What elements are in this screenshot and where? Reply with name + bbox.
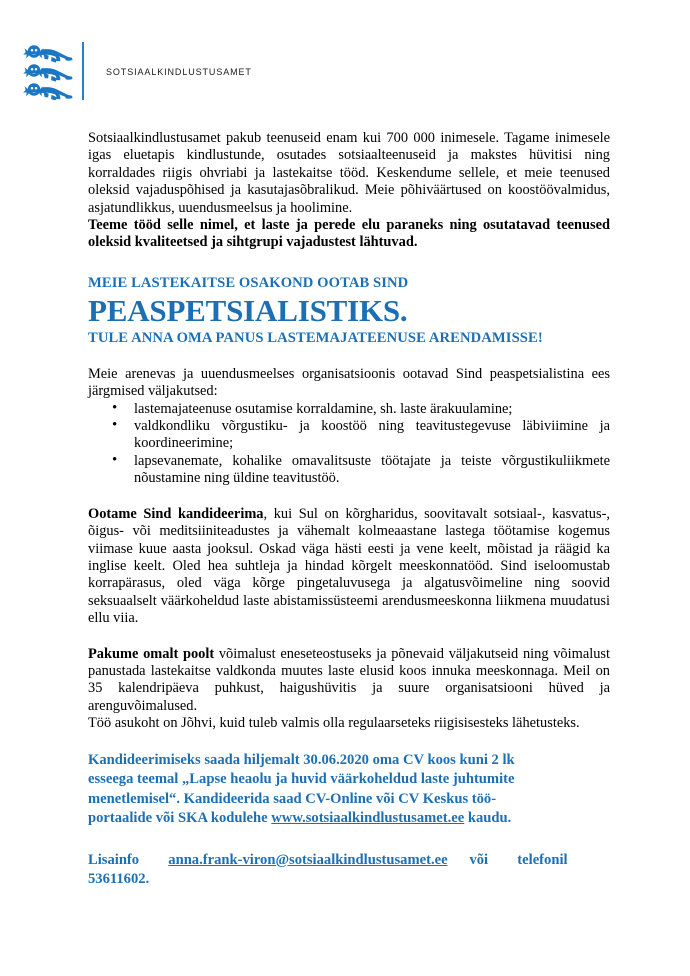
offer-paragraph	[88, 646, 610, 716]
headline-sub: TULE ANNA OMA PANUS LASTEMAJATEENUSE ARENDAMISSE!	[88, 329, 543, 346]
application-line-4-suffix: kaudu.	[464, 810, 512, 827]
list-item: • lapsevanemate, kohalike omavalitsuste töötajate ja teiste võrgustikuliikmete nõustamine ning üldine teavitustöö.	[88, 453, 610, 488]
list-item: • valdkondliku võrgustiku- ja koostöö ning teavitustegevuse läbiviimine ja koordineerimine;	[88, 418, 610, 453]
organization-name: sotsiaalkindlustusamet	[106, 64, 252, 78]
application-line-1: Kandideerimiseks saada hiljemalt 30.06.2020 oma CV koos kuni 2 lk	[88, 751, 515, 768]
contact-block	[88, 851, 610, 890]
document-body	[88, 130, 610, 890]
contact-phone: 53611602.	[88, 871, 150, 888]
intro-bold-statement: Teeme tööd selle nimel, et laste ja perede elu paraneks ning osutatavad teenused oleksid kvaliteetsed ja sihtgrupi vajadustest lähtuvad.	[88, 217, 610, 251]
contact-label: Lisainfo	[88, 851, 140, 868]
challenges-lead: Meie arenevas ja uuendusmeelses organisatsioonis ootavad Sind peaspetsialistina ees järgmised väljakutsed:	[88, 365, 610, 400]
contact-phone-label: telefonil	[517, 851, 568, 868]
headline-main: PEASPETSIALISTIKS.	[88, 292, 408, 328]
offer-lead: Pakume omalt poolt	[88, 645, 215, 662]
application-line-2: esseega teemal „Lapse heaolu ja huvid väärkoheldud laste juhtumite	[88, 771, 515, 788]
expectations-body: , kui Sul on kõrgharidus, soovitavalt sotsiaal-, kasvatus-, õigus- või meditsiiniteadustes ja vähemalt kolmeaastane lastega töötamise kogemus viimase kuue aasta jooksul. Oskad väga hästi eesti ja vene keelt, mõistad ja räägid ka inglise keelt. Oled hea suhtleja ja hindad kõrgelt meeskonnatööd. Sind iseloomustab korrapärasus, oled väga kõrge pingetaluvusega ja algatusvõimeline ning soovid seksuaalselt väärkoheldud laste abistamissüsteemi arendusmeeskonna liikmena muudatusi ellu viia.	[88, 505, 610, 627]
application-line-3: menetlemisel“. Kandideerida saad CV-Online või CV Keskus töö-	[88, 790, 497, 807]
application-block	[88, 751, 610, 829]
challenges-list	[88, 401, 610, 488]
offer-body: võimalust eneseteostuseks ja põnevaid väljakutseid ning võimalust panustada lastekaitse valdkonda muutes laste elusid koos innuka meeskonnaga. Meil on 35 kalendripäeva puhkust, haigushüvitis ja suure organisatsiooni hüved ja arenguvõimalused.	[88, 645, 610, 714]
contact-conjunction: või	[469, 851, 489, 868]
website-link[interactable]: www.sotsiaalkindlustusamet.ee	[271, 810, 465, 827]
expectations-lead: Ootame Sind kandideerima	[88, 505, 264, 522]
letterhead	[22, 42, 252, 100]
letterhead-divider	[82, 42, 84, 100]
offer-location-note: Töö asukoht on Jõhvi, kuid tuleb valmis olla regulaarseteks riigisisesteks lähetusteks.	[88, 715, 580, 732]
expectations-paragraph	[88, 506, 610, 628]
email-link[interactable]: anna.frank-viron@sotsiaalkindlustusamet.ee	[168, 851, 448, 868]
contact-line	[88, 851, 610, 871]
list-item: • lastemajateenuse osutamise korraldamine, sh. laste ärakuulamine;	[88, 401, 610, 418]
application-line-4	[88, 809, 610, 829]
headline-kicker: MEIE LASTEKAITSE OSAKOND OOTAB SIND	[88, 274, 409, 291]
estonian-coat-of-arms-icon	[22, 42, 74, 100]
application-line-4-prefix: portaalide või SKA kodulehe	[88, 810, 272, 827]
intro-paragraph: Sotsiaalkindlustusamet pakub teenuseid enam kui 700 000 inimesele. Tagame inimesele igas eluetapis kindlustunde, osutades sotsiaalteenuseid ja makstes hüvitisi ning korraldades riigis ohvriabi ja lastekaitse tööd. Keskendume sellele, et meie teenused oleksid vajaduspõhised ja kasutajasõbralikud. Meie põhiväärtused on koostöövalmidus, asjatundlikkus, uuendusmeelsus ja hoolimine.	[88, 130, 610, 216]
